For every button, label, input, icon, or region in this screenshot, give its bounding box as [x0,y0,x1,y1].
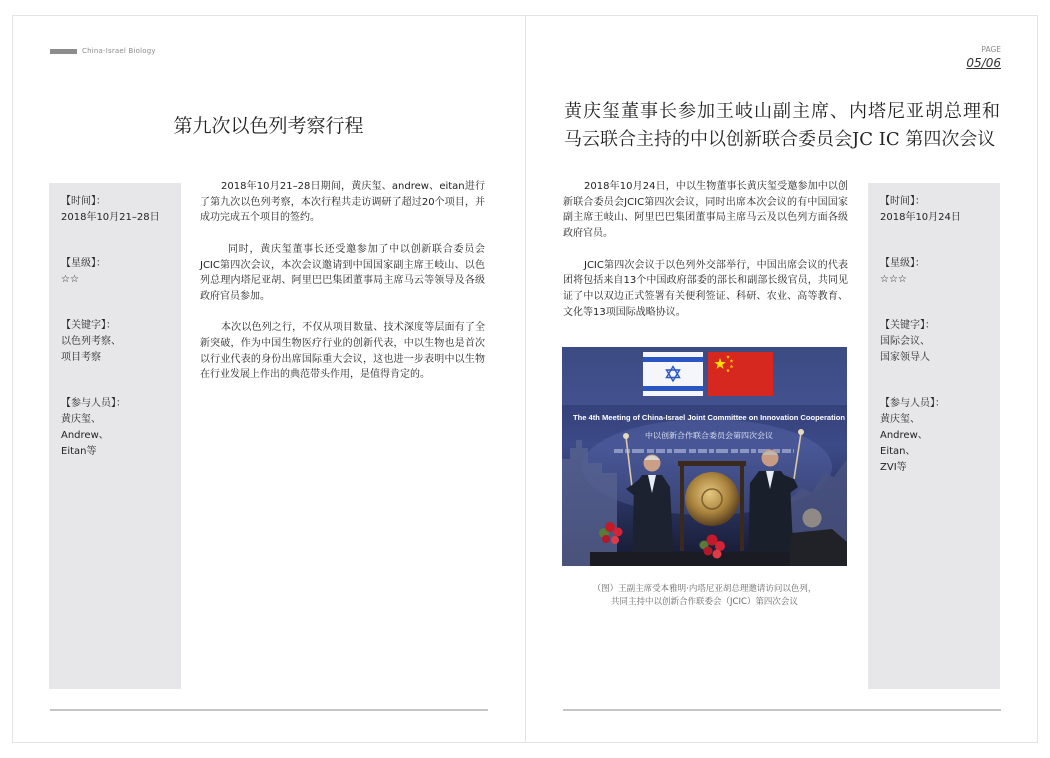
participant-item: Eitan等 [61,446,97,457]
time-label: 【时间】： [61,196,106,207]
participants-group [880,396,1000,476]
time-label: 【时间】： [880,196,925,207]
left-bottom-rule [50,709,488,711]
participant-item: ZVI等 [880,462,907,473]
keywords-label: 【关键字】： [880,320,935,331]
banner-english-text: The 4th Meeting of China-Israel Joint Committee on Innovation Cooperation [573,413,845,422]
photo-caption [562,583,847,609]
caption-line: （图）王副主席受本雅明·内塔尼亚胡总理邀请访问以色列， [592,584,817,594]
right-bottom-rule [563,709,1001,711]
meeting-photo-illustration [562,347,847,566]
body-paragraph: JCIC第四次会议于以色列外交部举行，中国出席会议的代表团将包括来自13个中国政府部委的部长和副部长级官员，共同见证了中以双边正式签署有关便利签证、科研、农业、高等教育、文化等13项国际战略协议。 [563,259,848,318]
stage-table [590,552,790,566]
participant-item: 黄庆玺、 [61,414,101,425]
keyword-item: 项目考察 [61,352,101,363]
participant-item: Andrew、 [880,430,928,441]
body-paragraph: 同时，黄庆玺董事长还受邀参加了中以创新联合委员会JCIC第四次会议，本次会议邀请到中国国家副主席王岐山、以色列总理内塔尼亚胡、阿里巴巴集团董事局主席马云等领导及各级政府官员参加。 [200,243,485,302]
right-page-title [564,98,1001,154]
time-group [880,194,1000,226]
rating-group [61,256,181,288]
body-paragraph: 2018年10月24日，中以生物董事长黄庆玺受邀参加中以创新联合委员会JCIC第四次会议，同时出席本次会议的有中国国家副主席王岐山、阿里巴巴集团董事局主席马云及以色列方面各级政府官员。 [563,181,848,240]
keywords-group [61,318,181,366]
backdrop-top-band [562,347,847,405]
rating-label: 【星级】： [880,258,925,269]
body-paragraph: 本次以色列之行，不仅从项目数量、技术深度等层面有了全新突破，作为中国生物医疗行业的创新代表，中以生物也是首次以行业代表的身份出席国际重大会议，这也进一步表明中以生物在行业发展上作出的典范带头作用，是值得肯定的。 [200,322,485,381]
banner-chinese-text: 中以创新合作联合委员会第四次会议 [645,431,765,440]
participant-item: Andrew、 [61,430,109,441]
rating-group [880,256,1000,288]
keyword-item: 以色列考察、 [61,336,121,347]
time-value: 2018年10月21–28日 [61,212,160,223]
participants-group [61,396,181,460]
china-flag [708,352,773,396]
rating-stars: ☆☆☆ [880,274,907,285]
participants-label: 【参与人员】： [880,398,945,409]
page-label: PAGE [981,45,1001,54]
meeting-photo [562,347,847,566]
right-info-sidebar [868,183,1000,689]
time-value: 2018年10月24日 [880,212,961,223]
keywords-label: 【关键字】： [61,320,116,331]
gong [685,472,739,526]
left-info-sidebar [49,183,181,689]
participant-item: Eitan、 [880,446,916,457]
participant-item: 黄庆玺、 [880,414,920,425]
page-number: 05/06 [966,56,1001,70]
brand-name: China-Israel Biology [82,47,156,55]
rating-stars: ☆☆ [61,274,79,285]
keywords-group [880,318,1000,366]
right-body-text [563,179,848,336]
body-paragraph: 2018年10月21–28日期间，黄庆玺、andrew、eitan进行了第九次以色列考察，本次行程共走访调研了超过20个项目，并成功完成五个项目的签约。 [200,181,485,224]
israel-flag [643,352,703,396]
title-line: 马云联合主持的中以创新联合委员会JC IC 第四次会议 [564,129,996,150]
rating-label: 【星级】： [61,258,106,269]
left-body-text [200,179,485,399]
left-page-title: 第九次以色列考察行程 [173,115,364,137]
title-line: 黄庆玺董事长参加王岐山副主席、内塔尼亚胡总理和 [564,101,1001,122]
keyword-item: 国际会议、 [880,336,930,347]
page-fold-divider [525,15,526,743]
time-group [61,194,181,226]
caption-line: 共同主持中以创新合作联委会（JCIC）第四次会议 [611,597,798,607]
keyword-item: 国家领导人 [880,352,930,363]
participants-label: 【参与人员】： [61,398,126,409]
brand-bar [50,49,77,54]
